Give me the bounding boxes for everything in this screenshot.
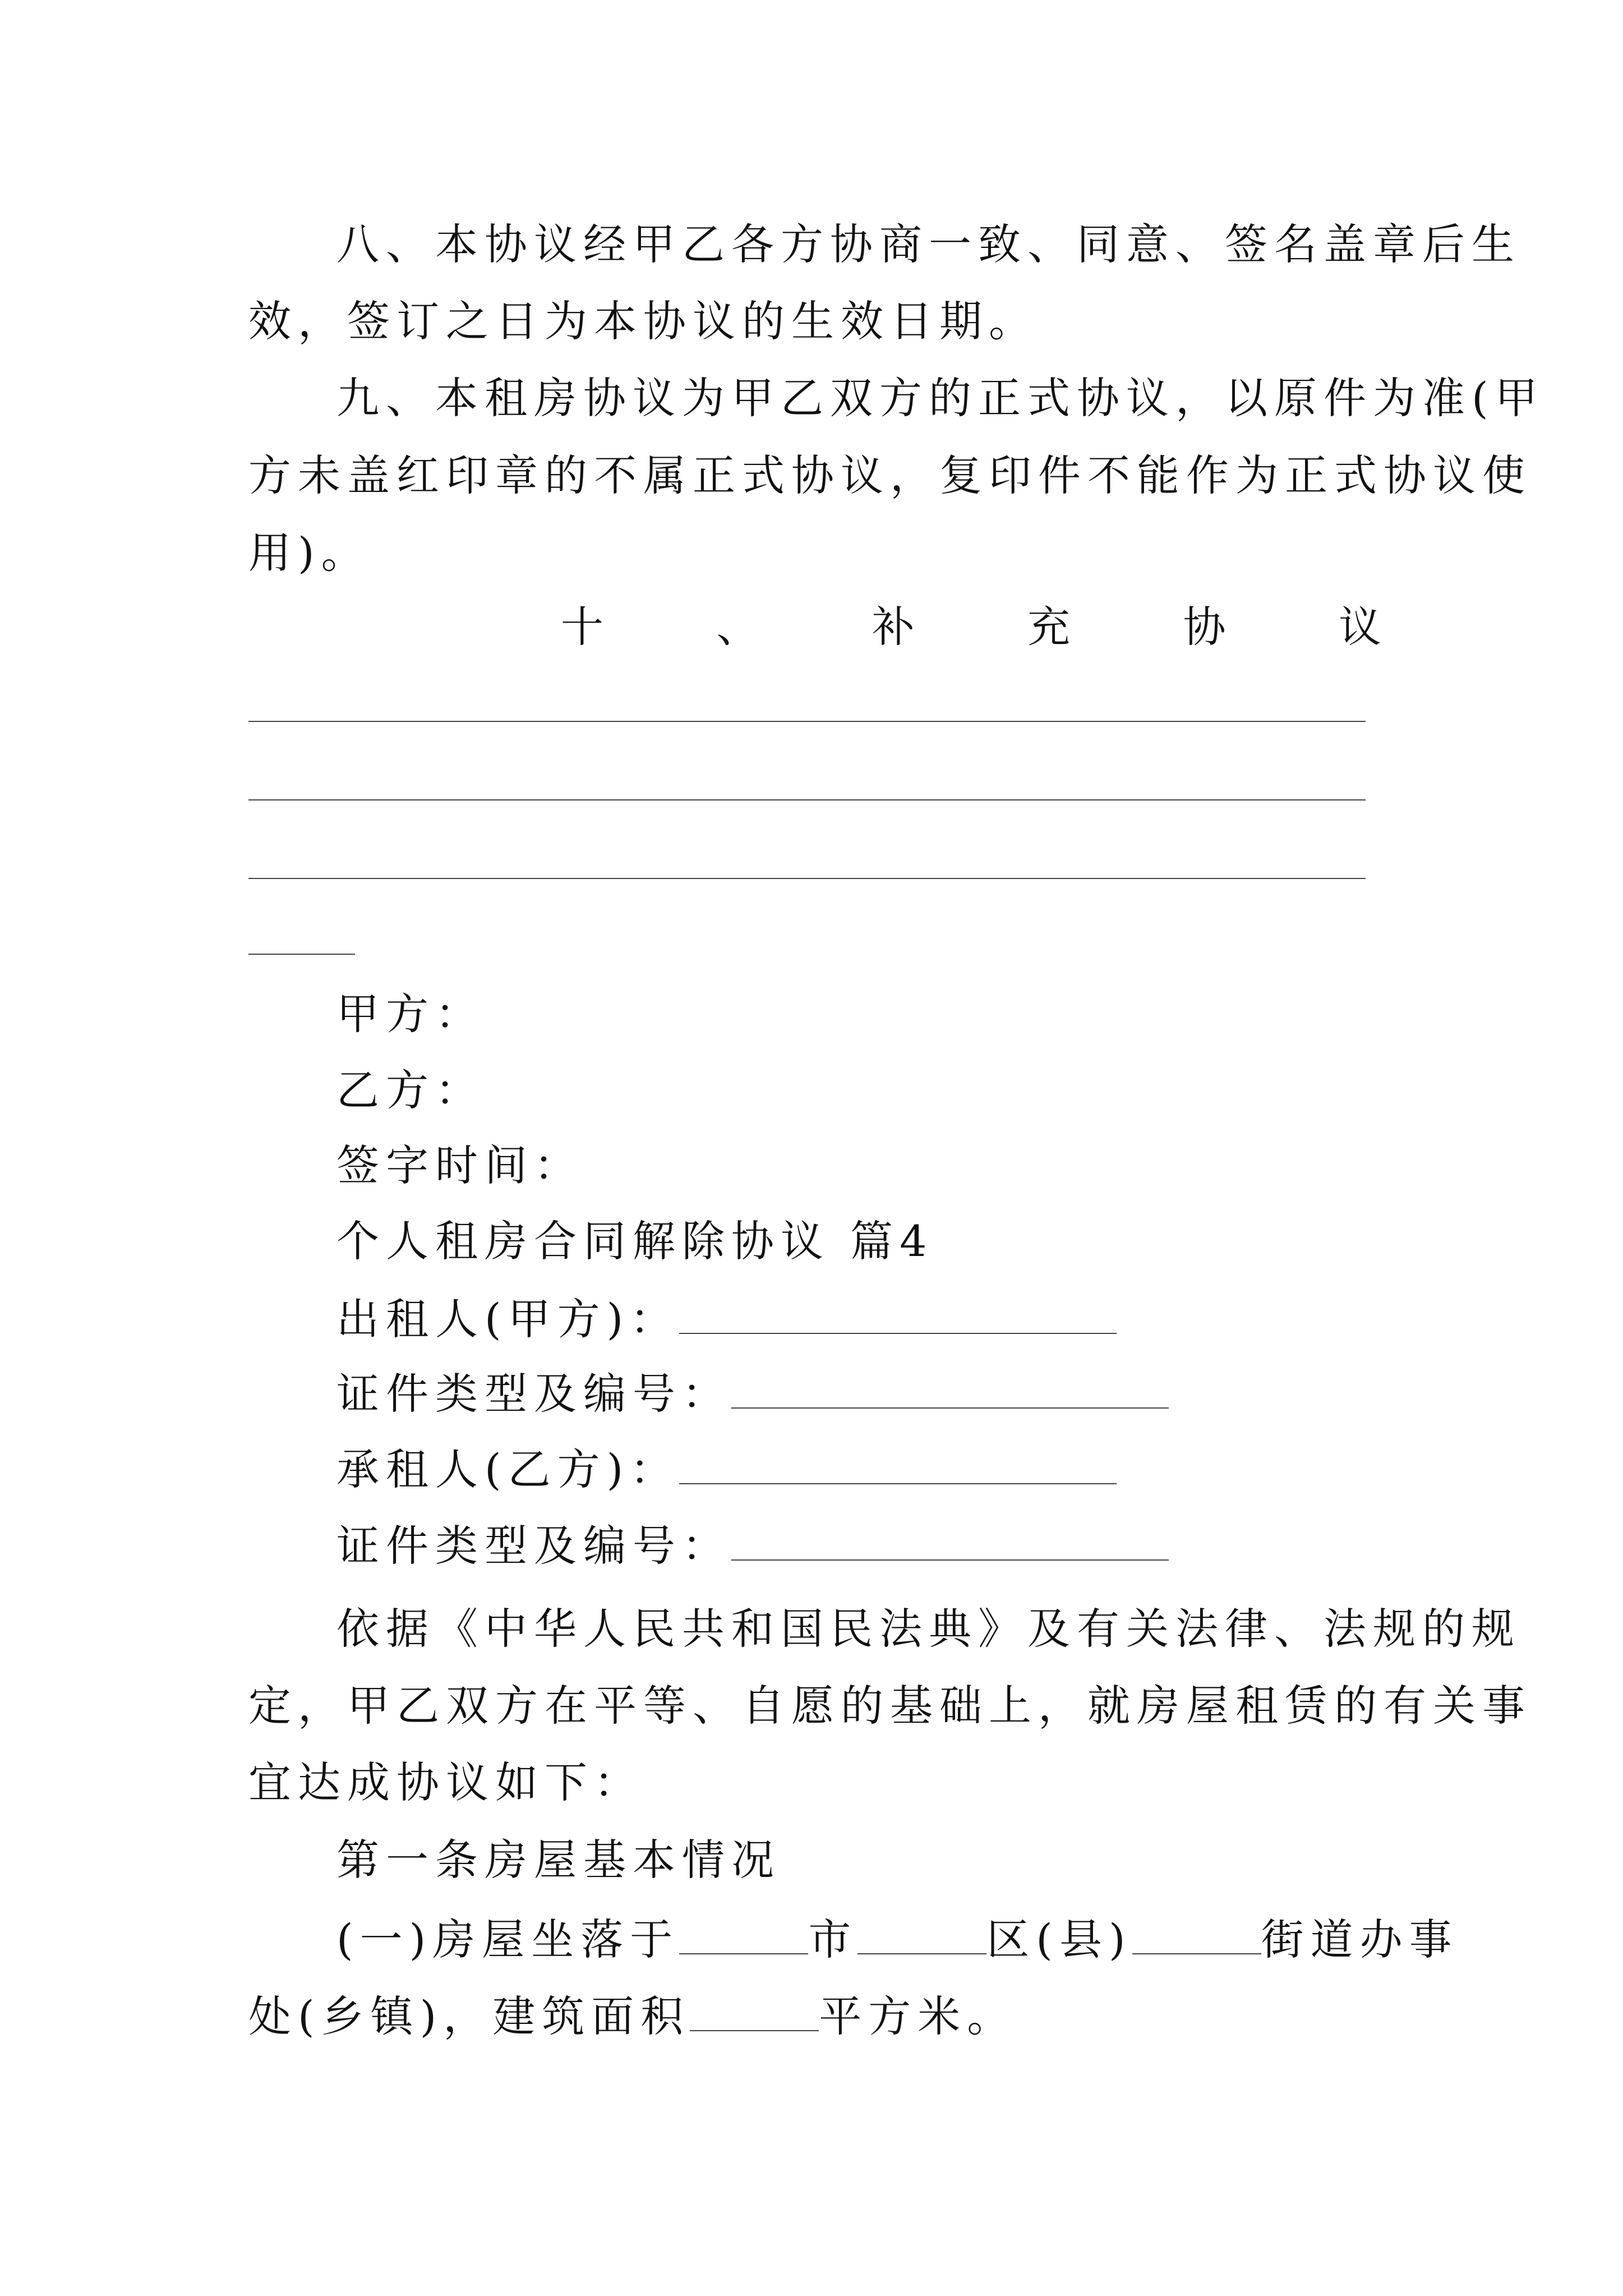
lessor-id-row xyxy=(336,1369,1469,1419)
section-10-char: 、 xyxy=(716,602,759,652)
lessor-id-blank xyxy=(731,1372,1169,1409)
lessor-blank xyxy=(679,1297,1117,1334)
section-10-char: 协 xyxy=(1183,602,1226,652)
item-1-line-2 xyxy=(248,1991,1381,2041)
district-label: 区(县) xyxy=(986,1915,1132,1964)
basis-line-1: 依据《中华人民共和国民法典》及有关法律、法规的规 xyxy=(336,1604,1521,1654)
area-blank xyxy=(690,1994,819,2031)
contract-title: 个人租房合同解除协议 篇4 xyxy=(336,1216,934,1266)
lessee-id-blank xyxy=(731,1524,1169,1561)
item-1-line-2-prefix: 处(乡镇)，建筑面积 xyxy=(248,1991,690,2041)
section-10-char: 补 xyxy=(872,602,915,652)
sign-time-label: 签字时间： xyxy=(336,1140,583,1190)
basis-line-3: 宜达成协议如下： xyxy=(248,1757,643,1807)
section-10-char: 议 xyxy=(1338,602,1381,652)
supplement-blank-line xyxy=(248,878,1366,879)
lessor-row xyxy=(336,1294,1469,1344)
lessor-id-label: 证件类型及编号： xyxy=(336,1369,731,1419)
section-10-char: 十 xyxy=(561,602,603,652)
supplement-blank-line xyxy=(248,721,1366,722)
clause-8-line-2: 效，签订之日为本协议的生效日期。 xyxy=(248,296,1038,346)
article-1-heading: 第一条房屋基本情况 xyxy=(336,1835,781,1885)
city-blank xyxy=(679,1917,808,1954)
clause-9-line-1: 九、本租房协议为甲乙双方的正式协议，以原件为准(甲 xyxy=(336,373,1544,423)
party-b-label: 乙方： xyxy=(336,1065,485,1115)
clause-9-line-2: 方未盖红印章的不属正式协议，复印件不能作为正式协议使 xyxy=(248,450,1532,500)
city-label: 市 xyxy=(808,1915,858,1964)
street-blank xyxy=(1132,1917,1261,1954)
clause-9-line-3: 用)。 xyxy=(248,528,371,578)
lessor-label: 出租人(甲方)： xyxy=(336,1294,680,1344)
lessee-id-row xyxy=(336,1521,1469,1571)
section-10-char: 充 xyxy=(1027,602,1071,652)
item-1-line-1 xyxy=(336,1915,1469,1964)
basis-line-2: 定，甲乙双方在平等、自愿的基础上，就房屋租赁的有关事 xyxy=(248,1681,1532,1731)
supplement-blank-line xyxy=(248,954,355,955)
street-label: 街道办事 xyxy=(1261,1915,1459,1964)
lessee-label: 承租人(乙方)： xyxy=(336,1444,680,1494)
section-10-heading xyxy=(561,602,1381,652)
area-unit: 平方米。 xyxy=(819,1991,1017,2041)
district-blank xyxy=(857,1917,986,1954)
party-a-label: 甲方： xyxy=(336,989,485,1039)
supplement-blank-line xyxy=(248,799,1366,800)
item-1-prefix: (一)房屋坐落于 xyxy=(336,1915,680,1964)
lessee-id-label: 证件类型及编号： xyxy=(336,1521,731,1571)
clause-8-line-1: 八、本协议经甲乙各方协商一致、同意、签名盖章后生 xyxy=(336,219,1521,269)
lessee-blank xyxy=(679,1447,1117,1484)
lessee-row xyxy=(336,1444,1469,1494)
